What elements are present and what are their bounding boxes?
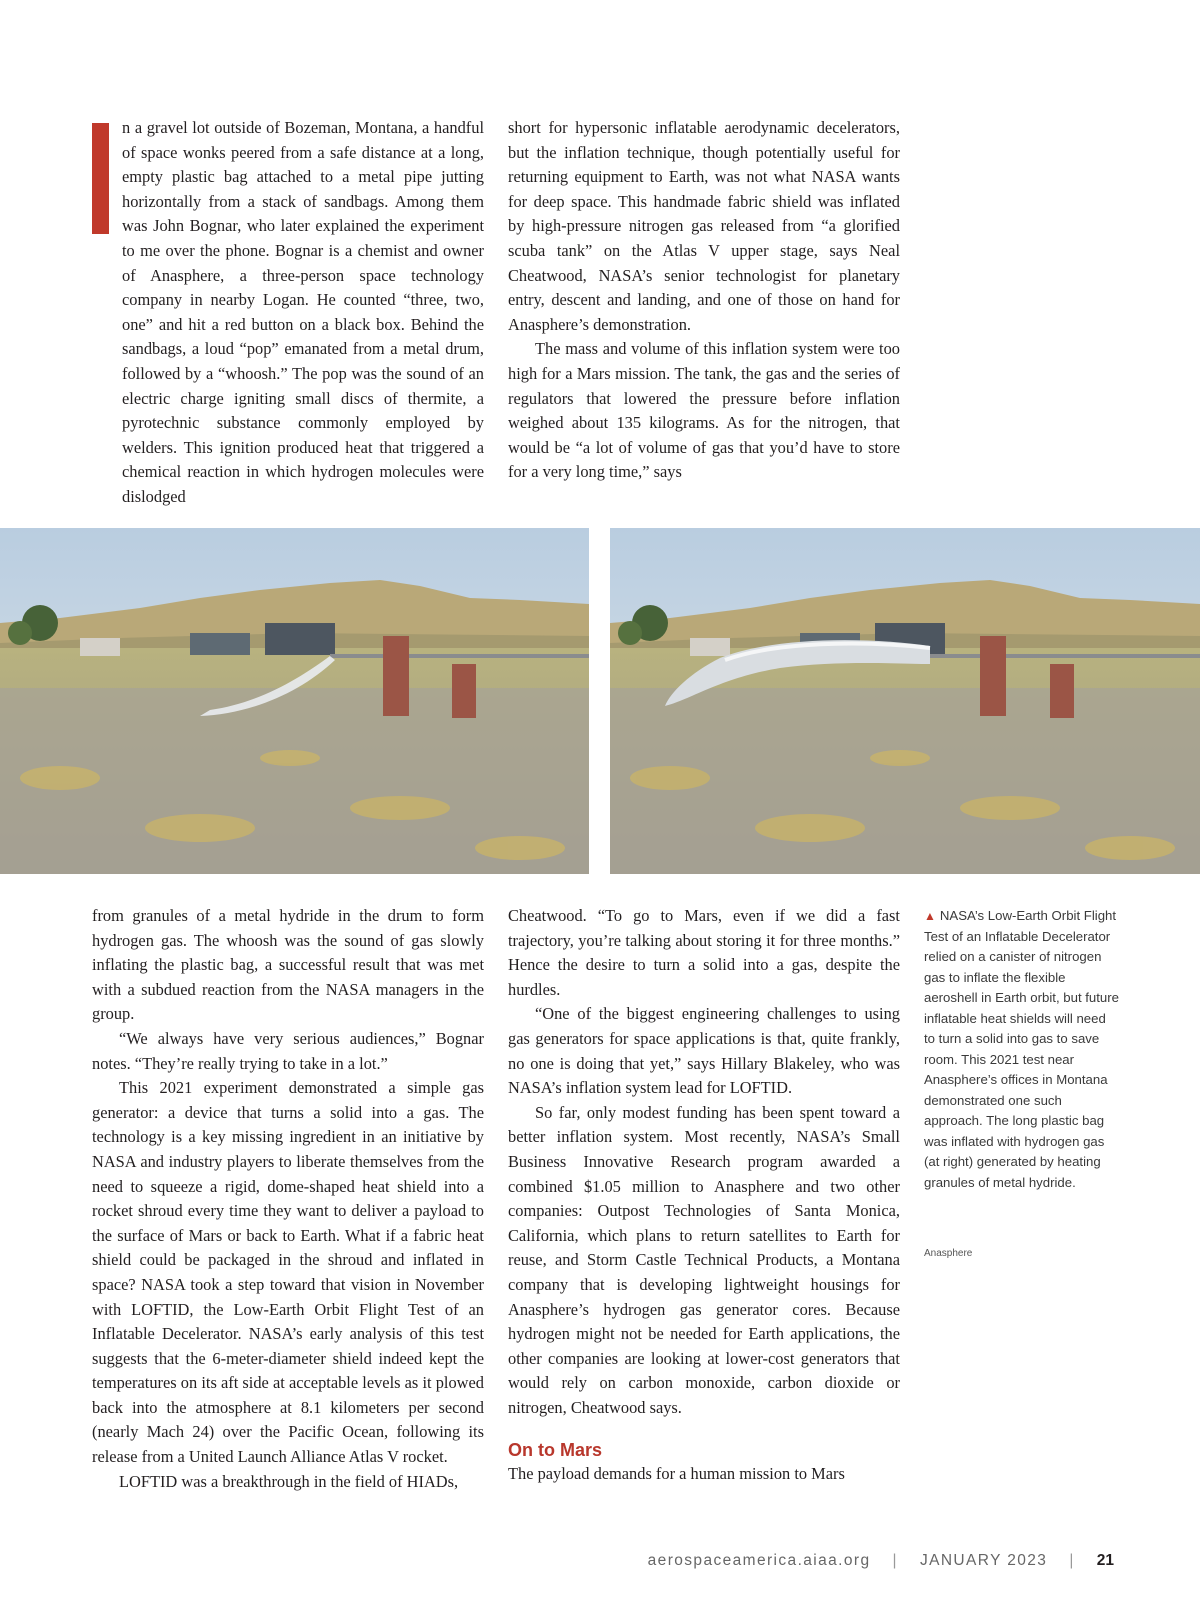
article-paragraph: Cheatwood. “To go to Mars, even if we did a fast trajectory, you’re talking about storing it for three months.” Hence the desire to turn a solid into a gas, despite the hurdles. (508, 906, 900, 999)
article-column-1-top (92, 116, 484, 510)
photo-deflated-bag (0, 528, 589, 874)
article-column-2-top (508, 116, 900, 485)
page-number: 21 (1096, 1552, 1114, 1569)
article-paragraph: “We always have very serious audiences,” Bognar notes. “They’re really trying to take in a lot.” (92, 1028, 484, 1073)
article-paragraph: This 2021 experiment demonstrated a simple gas generator: a device that turns a solid into a gas. The technology is a key missing ingredient in an initiative by NASA and industry players to liberate themselves from the need to squeeze a rigid, dome-shaped heat shield into a rocket shroud every time they want to deliver a payload to the surface of Mars or back to Earth. What if a fabric heat shield could be packaged in the shroud and inflated in space? NASA took a step toward that vision in November with LOFTID, the Low-Earth Orbit Flight Test of an Inflatable Decelerator. NASA’s early analysis of this test suggests that the 6-meter-diameter shield indeed kept the temperatures on its aft side at acceptable levels as it plowed back into the atmosphere at 8.1 kilometers per second (nearly Mach 24) over the Pacific Ocean, following its release from a United Launch Alliance Atlas V rocket. (92, 1078, 484, 1467)
article-paragraph: LOFTID was a breakthrough in the field of HIADs, (119, 1471, 459, 1491)
photo-caption (924, 906, 1120, 1193)
article-paragraph: “One of the biggest engineering challenges to using gas generators for space applications is that, quite frankly, no one is doing that yet,” says Hillary Blakeley, who was NASA’s inflation system lead for LOFTID. (508, 1004, 900, 1098)
photo-inflated-bag (610, 528, 1200, 874)
footer-separator: | (1069, 1552, 1075, 1569)
caption-text: NASA’s Low-Earth Orbit Flight Test of an Inflatable Decelerator relied on a canister of nitrogen gas to inflate the flexible aeroshell in Earth orbit, but future inflatable heat shields will need to turn a solid into gas to save room. This 2021 test near Anasphere’s offices in Montana demonstrated one such approach. The long plastic bag was inflated with hydrogen gas (at right) generated by heating granules of metal hydride. (924, 908, 1119, 1190)
footer-separator: | (892, 1552, 898, 1569)
article-column-2-bottom (508, 904, 900, 1487)
article-paragraph: n a gravel lot outside of Bozeman, Montana, a handful of space wonks peered from a safe distance at a long, empty plastic bag attached to a metal pipe jutting horizontally from a stack of sandbags. Among them was John Bognar, who later explained the experiment to me over the phone. Bognar is a chemist and owner of Anasphere, a three-person space technology company in nearby Logan. He counted “three, two, one” and hit a red button on a black box. Behind the sandbags, a loud “pop” emanated from a metal drum, followed by a “whoosh.” The pop was the sound of an electric charge igniting small discs of thermite, a pyrotechnic substance commonly employed by welders. This ignition produced heat that triggered a chemical reaction in which hydrogen molecules were dislodged (122, 118, 484, 506)
page-footer (648, 1552, 1114, 1570)
article-paragraph: The payload demands for a human mission to Mars (508, 1464, 845, 1484)
article-paragraph: The mass and volume of this inflation system were too high for a Mars mission. The tank, the gas and the series of regulators that lowered the pressure before inflation weighed about 135 kilograms. As for the nitrogen, that would be “a lot of volume of gas that you’d have to store for a very long time,” says (508, 339, 900, 482)
footer-website: aerospaceamerica.aiaa.org (647, 1552, 871, 1569)
article-column-1-bottom (92, 904, 484, 1494)
photo-credit: Anasphere (924, 1248, 973, 1259)
section-heading: On to Mars (508, 1440, 603, 1461)
article-paragraph: short for hypersonic inflatable aerodynamic decelerators, but the inflation technique, though potentially useful for returning equipment to Earth, was not what NASA wants for deep space. This handmade fabric shield was inflated by high-pressure nitrogen gas released from “a glorified scuba tank” on the Atlas V upper stage, says Neal Cheatwood, NASA’s senior technologist for planetary entry, descent and landing, and one of those on hand for Anasphere’s demonstration. (508, 118, 900, 334)
caption-triangle-icon: ▲ (924, 909, 936, 923)
article-paragraph: So far, only modest funding has been spent toward a better inflation system. Most recently, NASA’s Small Business Innovative Research program awarded a combined $1.05 million to Anasphere and two other companies: Outpost Technologies of Santa Monica, California, which plans to return satellites to Earth for reuse, and Storm Castle Technical Products, a Montana company that is developing lightweight housings for Anasphere’s hydrogen gas generator cores. Because hydrogen might not be needed for Earth applications, the other companies are looking at lower-cost generators that would rely on carbon monoxide, carbon dioxide or nitrogen, Cheatwood says. (508, 1102, 900, 1417)
footer-issue: JANUARY 2023 (919, 1552, 1048, 1569)
article-paragraph: from granules of a metal hydride in the drum to form hydrogen gas. The whoosh was the sound of gas slowly inflating the plastic bag, a successful result that was met with a subdued reaction from the NASA managers in the group. (92, 906, 484, 1024)
